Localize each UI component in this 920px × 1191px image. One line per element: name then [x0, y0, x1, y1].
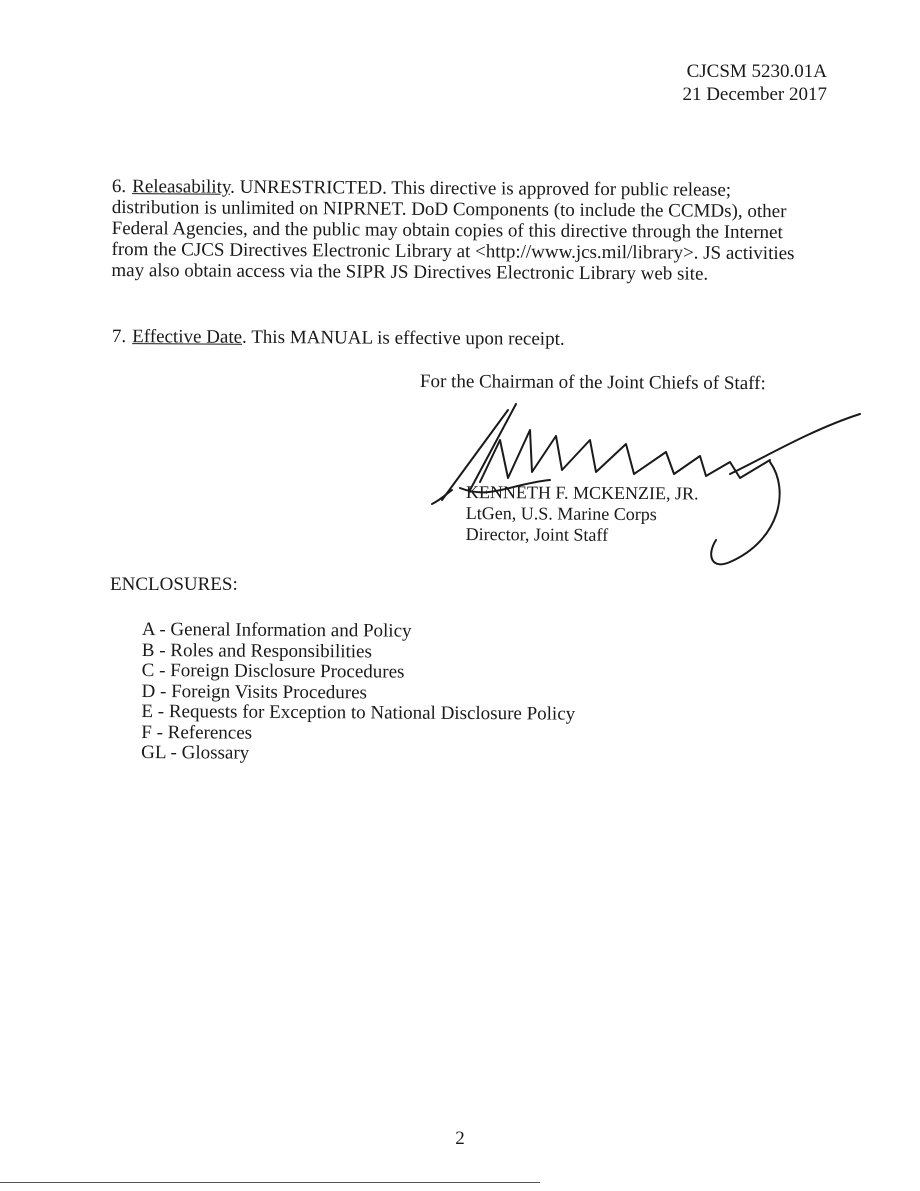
paragraph-title: Effective Date — [132, 326, 243, 348]
enclosure-item: B - Roles and Responsibilities — [141, 639, 372, 662]
enclosure-item: A - General Information and Policy — [141, 619, 412, 642]
enclosure-item: F - References — [141, 721, 253, 744]
page-number: 2 — [455, 1128, 465, 1149]
enclosures-heading: ENCLOSURES: — [110, 574, 238, 595]
document-number: CJCSM 5230.01A — [686, 61, 827, 82]
enclosure-item: C - Foreign Disclosure Procedures — [141, 659, 405, 683]
enclosure-item: E - Requests for Exception to National Disclosure Policy — [141, 700, 576, 725]
signer-name: KENNETH F. MCKENZIE, JR. — [465, 482, 699, 504]
paragraph-title: Releasability — [132, 176, 231, 198]
signer-rank: LtGen, U.S. Marine Corps — [465, 502, 657, 525]
signature-intro: For the Chairman of the Joint Chiefs of Staff: — [419, 371, 766, 395]
paragraph-number: 7. — [111, 326, 127, 348]
paragraph-body: . This MANUAL is effective upon receipt. — [242, 326, 565, 350]
signer-position: Director, Joint Staff — [465, 523, 609, 545]
paragraph-effective-date — [112, 326, 802, 351]
signer-block — [466, 482, 699, 546]
footer-divider — [0, 1182, 540, 1183]
document-date: 21 December 2017 — [682, 84, 827, 105]
enclosure-item: GL - Glossary — [141, 741, 250, 764]
paragraph-releasability — [111, 176, 802, 285]
paragraph-number: 6. — [111, 176, 127, 198]
enclosure-list — [141, 620, 576, 766]
paragraph-body: . UNRESTRICTED. This directive is approved for public release; distribution is unlimited on NIPRNET. DoD Components (to include the CCMDs), other Federal Agencies, and the public may obtain copies of this directive through the Internet from the CJCS Directives Electronic Library at <http://www.jcs.mil/library>. JS activities may also obtain access via the SIPR JS Directives Electronic Library web site. — [111, 176, 795, 285]
document-header — [682, 60, 827, 106]
enclosure-item: D - Foreign Visits Procedures — [141, 680, 368, 703]
